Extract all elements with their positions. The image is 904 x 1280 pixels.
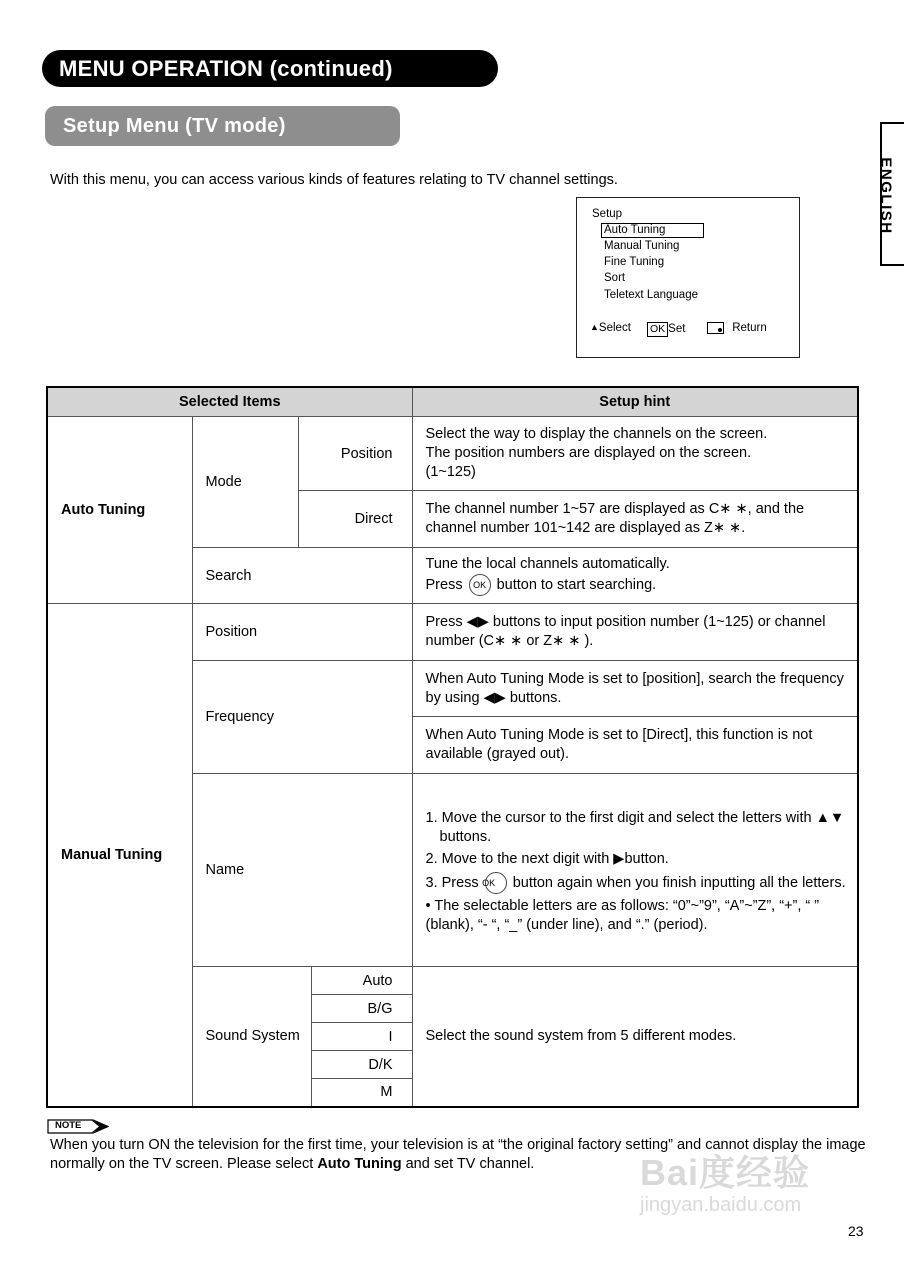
sound-mode-auto: Auto [311, 967, 412, 995]
setup-table [46, 386, 859, 1108]
auto-search-hint: Tune the local channels automatically. Press OK button to start searching. [412, 548, 858, 604]
header-setup-hint: Setup hint [412, 387, 858, 417]
manual-name-label: Name [192, 774, 412, 967]
osd-item-teletext-language: Teletext Language [604, 289, 698, 301]
language-label: ENGLISH [877, 157, 895, 235]
name-hint: 1. Move the cursor to the first digit and select the letters with ▲▼ buttons. 2. Move to the next digit with ▶button. 3. Press OK button again when you finish inputting all the letters. • The selectable letters are as follows: “0”~”9”, “A”~”Z”, “+”, “ ” (blank), “- “, “_” (under line), and “.” (period). [412, 774, 858, 967]
sound-mode-dk: D/K [311, 1051, 412, 1079]
osd-item-sort: Sort [604, 272, 626, 284]
manual-frequency-label: Frequency [192, 661, 412, 774]
note-tag [47, 1119, 109, 1134]
auto-mode-position: Position [298, 417, 412, 491]
ok-key-icon: OK [647, 322, 668, 337]
frequency-hint-position: When Auto Tuning Mode is set to [position], search the frequency by using ◀▶ buttons. [412, 661, 858, 717]
sound-system-label: Sound System [192, 967, 311, 1107]
osd-item-fine-tuning: Fine Tuning [604, 256, 665, 268]
up-down-arrow-icon: ▲︎ [590, 322, 599, 332]
watermark-brand: Bai度经验 [640, 1152, 811, 1193]
auto-search-label: Search [192, 548, 412, 604]
sound-mode-m: M [311, 1079, 412, 1107]
section-title: Setup Menu (TV mode) [45, 106, 400, 146]
auto-direct-hint: The channel number 1~57 are displayed as C∗ ∗, and the channel number 101~142 are displayed as Z∗ ∗. [412, 491, 858, 548]
note-text: When you turn ON the television for the first time, your television is at “the original factory setting” and cannot display the image normally on the TV screen. Please select Auto Tuning and set TV channel. [50, 1137, 866, 1172]
osd-return-hint: Return [707, 322, 767, 334]
osd-item-manual-tuning: Manual Tuning [604, 240, 680, 252]
manual-position-label: Position [192, 604, 412, 661]
auto-tuning-label: Auto Tuning [47, 417, 192, 604]
intro-text: With this menu, you can access various kinds of features relating to TV channel settings. [50, 172, 618, 188]
osd-select-hint: ▲︎Select [590, 322, 631, 334]
osd-setup-menu [576, 197, 800, 358]
language-side-tab [877, 122, 904, 266]
sound-system-hint: Select the sound system from 5 different modes. [412, 967, 858, 1107]
sound-mode-i: I [311, 1023, 412, 1051]
frequency-hint-direct: When Auto Tuning Mode is set to [Direct], this function is not available (grayed out). [412, 717, 858, 774]
auto-mode-direct: Direct [298, 491, 412, 548]
ok-button-icon: OK [469, 574, 491, 596]
page-title: MENU OPERATION (continued) [42, 50, 498, 87]
auto-mode-label: Mode [192, 417, 298, 548]
osd-heading: Setup [592, 208, 623, 220]
return-key-icon [707, 322, 724, 334]
osd-set-hint: OK Set [647, 322, 685, 337]
header-selected-items: Selected Items [47, 387, 412, 417]
ok-button-icon: OK [485, 872, 507, 894]
manual-tuning-label: Manual Tuning [47, 604, 192, 1107]
sound-mode-bg: B/G [311, 995, 412, 1023]
watermark-url: jingyan.baidu.com [640, 1194, 802, 1216]
osd-item-auto-tuning: Auto Tuning [604, 224, 666, 236]
note-label: NOTE [55, 1120, 82, 1131]
page-number: 23 [848, 1223, 864, 1239]
auto-position-hint: Select the way to display the channels on the screen. The position numbers are displayed on the screen. (1~125) [412, 417, 858, 491]
manual-position-hint: Press ◀▶ buttons to input position number (1~125) or channel number (C∗ ∗ or Z∗ ∗ ). [412, 604, 858, 661]
watermark [640, 1145, 810, 1217]
